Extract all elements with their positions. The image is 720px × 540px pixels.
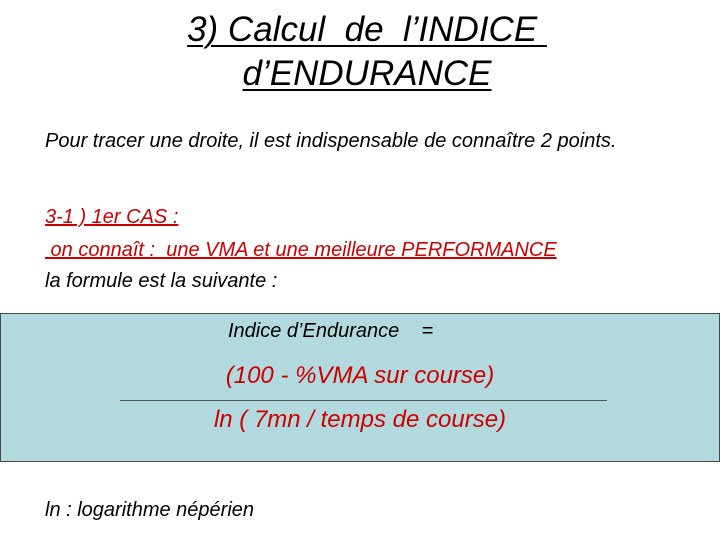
fraction-bar bbox=[120, 400, 607, 401]
slide-title-line-1: 3) Calcul de l’INDICE bbox=[187, 10, 547, 49]
case-known-values: on connaît : une VMA et une meilleure PERFORMANCE bbox=[45, 239, 557, 261]
case-heading: 3-1 ) 1er CAS : bbox=[45, 206, 179, 228]
formula-box bbox=[0, 313, 720, 462]
slide-title bbox=[0, 8, 720, 96]
formula-numerator: (100 - %VMA sur course) bbox=[225, 362, 495, 389]
formula-label: Indice d’Endurance = bbox=[228, 320, 434, 342]
formula-intro-text: la formule est la suivante : bbox=[45, 270, 278, 292]
slide-title-line-2: d’ENDURANCE bbox=[242, 54, 492, 93]
formula-denominator: ln ( 7mn / temps de course) bbox=[213, 406, 507, 433]
footnote: ln : logarithme népérien bbox=[45, 499, 255, 521]
intro-paragraph: Pour tracer une droite, il est indispensable de connaître 2 points. bbox=[45, 130, 617, 152]
